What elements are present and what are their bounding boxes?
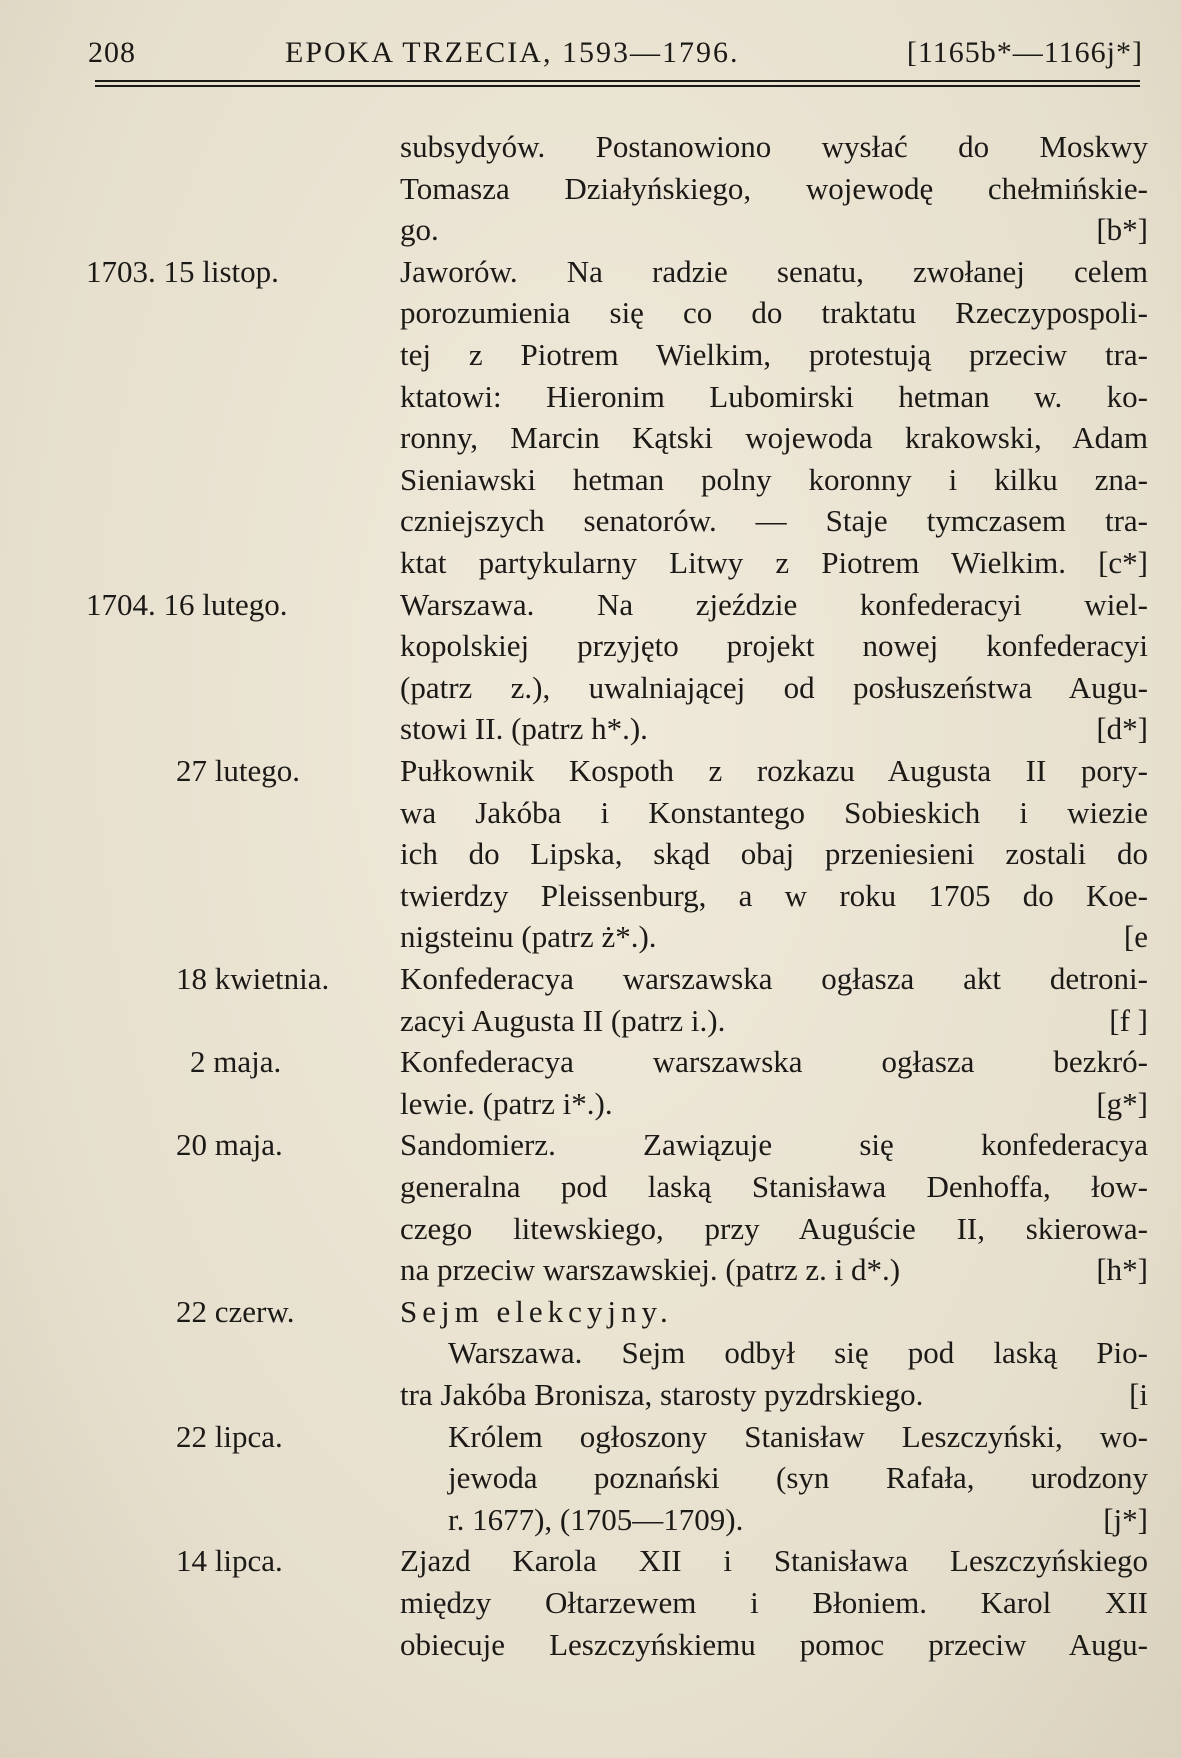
text-line: go. [b*] xyxy=(400,209,1148,251)
entry-date: 27 lutego. xyxy=(176,753,300,788)
text-line: r. 1677), (1705—1709). [j*] xyxy=(448,1499,1148,1541)
text-line: Jaworów. Na radzie senatu, zwołanej celem xyxy=(400,253,1148,289)
entry-text xyxy=(400,750,1148,958)
header-entry-range: [1165b*—1166j*] xyxy=(906,36,1143,69)
entry-text xyxy=(400,584,1148,750)
text-line: stowi II. (patrz h*.). [d*] xyxy=(400,708,1148,750)
text-line: porozumienia się co do traktatu Rzeczypospoli- xyxy=(400,295,1148,331)
entry-text xyxy=(400,1291,1148,1333)
text-line: Konfederacya warszawska ogłasza akt detroni- xyxy=(400,961,1148,996)
text-line: Zjazd Karola XII i Stanisława Leszczyńskiego xyxy=(400,1543,1148,1579)
text-line: Warszawa. Sejm odbył się pod laską Pio- xyxy=(448,1335,1148,1371)
footnote-mark: [e xyxy=(1123,919,1148,955)
entry-text xyxy=(400,1540,1148,1665)
text-line: czniejszych senatorów. — Staje tymczasem tra- xyxy=(400,503,1148,539)
text-line: Sejm elekcyjny. xyxy=(400,1293,673,1329)
header-rule-top xyxy=(95,80,1140,82)
text-line: czego litewskiego, przy Auguście II, skierowa- xyxy=(400,1210,1148,1246)
text-line: generalna pod laską Stanisława Denhoffa, łow- xyxy=(400,1168,1148,1204)
footnote-mark: [i xyxy=(1129,1376,1148,1412)
entry-date: 18 kwietnia. xyxy=(176,961,330,996)
page-number: 208 xyxy=(88,36,136,69)
entry-date: 14 lipca. xyxy=(176,1543,283,1579)
text-line: kopolskiej przyjęto projekt nowej konfederacyi xyxy=(400,628,1148,664)
text-line: tej z Piotrem Wielkim, protestują przeciw tra- xyxy=(400,336,1148,372)
entry-text xyxy=(400,1332,1148,1415)
text-line: Królem ogłoszony Stanisław Leszczyński, wo- xyxy=(448,1418,1148,1454)
entry-text xyxy=(400,1041,1148,1124)
text-line: ktat partykularny Litwy z Piotrem Wielkim. [c*] xyxy=(400,544,1148,580)
entry-date: 2 maja. xyxy=(190,1044,282,1080)
text-line: obiecuje Leszczyńskiemu pomoc przeciw Augu- xyxy=(400,1626,1148,1662)
entry-date: 22 czerw. xyxy=(176,1293,295,1329)
text-line: wa Jakóba i Konstantego Sobieskich i wiezie xyxy=(400,794,1148,830)
entry-date: 22 lipca. xyxy=(176,1418,283,1454)
text-line: Pułkownik Kospoth z rozkazu Augusta II pory- xyxy=(400,753,1148,788)
text-line: twierdzy Pleissenburg, a w roku 1705 do Koe- xyxy=(400,877,1148,913)
text-line: Sieniawski hetman polny koronny i kilku zna- xyxy=(400,461,1148,497)
text-line: lewie. (patrz i*.). [g*] xyxy=(400,1083,1148,1125)
text-line: Sandomierz. Zawiązuje się konfederacya xyxy=(400,1127,1148,1163)
text-line: Warszawa. Na zjeździe konfederacyi wiel- xyxy=(400,586,1148,622)
footnote-mark: [j*] xyxy=(1103,1501,1148,1537)
header-rule-bottom xyxy=(95,85,1140,87)
footnote-mark: [f ] xyxy=(1109,1002,1148,1038)
footnote-mark: [d*] xyxy=(1096,711,1148,747)
text-line: na przeciw warszawskiej. (patrz z. i d*.) [h*] xyxy=(400,1249,1148,1291)
text-line: jewoda poznański (syn Rafała, urodzony xyxy=(448,1460,1148,1496)
text-line: nigsteinu (patrz ż*.). [e xyxy=(400,916,1148,958)
text-line: zacyi Augusta II (patrz i.). [f ] xyxy=(400,1000,1148,1042)
entry-text xyxy=(448,1416,1148,1541)
text-line: Konfederacya warszawska ogłasza bezkró- xyxy=(400,1044,1148,1080)
footnote-mark: [h*] xyxy=(1096,1252,1148,1288)
text-line: ktatowi: Hieronim Lubomirski hetman w. ko- xyxy=(400,378,1148,414)
entry-date: 1703. 15 listop. xyxy=(86,253,279,289)
text-line: tra Jakóba Bronisza, starosty pyzdrskiego. [i xyxy=(400,1374,1148,1416)
text-line: ronny, Marcin Kątski wojewoda krakowski, Adam xyxy=(400,420,1148,456)
text-line: między Ołtarzewem i Błoniem. Karol XII xyxy=(400,1584,1148,1620)
entry-date: 20 maja. xyxy=(176,1127,283,1163)
entry-text xyxy=(400,251,1148,584)
entry-text xyxy=(400,958,1148,1041)
text-line: subsydyów. Postanowiono wysłać do Moskwy xyxy=(400,129,1148,164)
entry-text xyxy=(400,1124,1148,1290)
entry-date: 1704. 16 lutego. xyxy=(86,586,288,622)
footnote-mark: [b*] xyxy=(1096,212,1148,248)
running-header xyxy=(88,30,1143,78)
text-line: Tomasza Działyńskiego, wojewodę chełmińskie- xyxy=(400,170,1148,206)
text-line: (patrz z.), uwalniającej od posłuszeństwa Augu- xyxy=(400,669,1148,705)
footnote-mark: [g*] xyxy=(1096,1085,1148,1121)
entry-text xyxy=(400,126,1148,251)
header-title: EPOKA TRZECIA, 1593—1796. xyxy=(285,36,740,69)
text-line: ich do Lipska, skąd obaj przeniesieni zostali do xyxy=(400,836,1148,872)
